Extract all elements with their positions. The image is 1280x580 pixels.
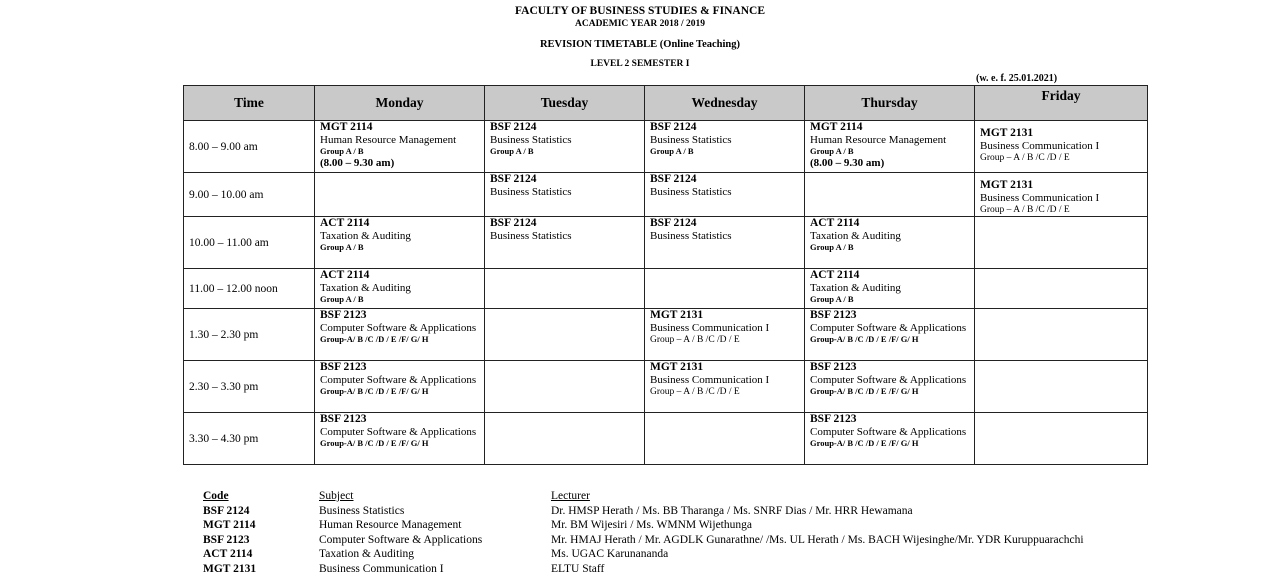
course-group: Group – A / B /C /D / E (980, 205, 1070, 215)
course-group: Group-A/ B /C /D / E /F/ G/ H (810, 334, 919, 344)
class-cell-mon (315, 121, 485, 173)
course-code: BSF 2123 (320, 413, 367, 425)
course-code: BSF 2123 (320, 309, 367, 321)
course-subject: Human Resource Management (810, 133, 947, 146)
col-header-wednesday: Wednesday (645, 86, 805, 121)
course-code: ACT 2114 (810, 269, 860, 281)
legend-lecturer: Mr. HMAJ Herath / Mr. AGDLK Gunarathne/ /Ms. UL Herath / Ms. BACH Wijesinghe/Mr. YDR Kuruppuarachchi (551, 533, 1084, 546)
time-slot: 10.00 – 11.00 am (184, 217, 315, 269)
course-code: MGT 2114 (810, 121, 863, 133)
timetable-row (184, 121, 1148, 173)
legend-lecturer: Ms. UGAC Karunananda (551, 548, 669, 561)
course-code: BSF 2123 (810, 413, 857, 425)
timetable-row (184, 173, 1148, 217)
col-header-time: Time (184, 86, 315, 121)
timetable-row (184, 413, 1148, 465)
course-subject: Business Statistics (490, 229, 572, 242)
course-group: Group-A/ B /C /D / E /F/ G/ H (810, 438, 919, 448)
course-time-note: (8.00 – 9.30 am) (810, 157, 885, 169)
course-time-note: (8.00 – 9.30 am) (320, 157, 395, 169)
course-group: Group A / B (320, 294, 364, 304)
legend-subject: Computer Software & Applications (319, 533, 483, 546)
course-subject: Computer Software & Applications (810, 321, 967, 334)
course-code: MGT 2131 (650, 309, 704, 321)
course-subject: Computer Software & Applications (810, 373, 967, 386)
class-cell-thu (805, 269, 975, 309)
col-header-thursday: Thursday (805, 86, 975, 121)
course-subject: Taxation & Auditing (320, 281, 411, 294)
time-slot: 1.30 – 2.30 pm (184, 309, 315, 361)
course-group: Group A / B (810, 242, 854, 252)
course-code: BSF 2123 (810, 361, 857, 373)
course-code: BSF 2123 (810, 309, 857, 321)
course-subject: Business Statistics (490, 185, 572, 198)
course-code: BSF 2124 (650, 121, 697, 133)
class-cell-wed (645, 309, 805, 361)
level-semester: LEVEL 2 SEMESTER I (590, 59, 690, 69)
class-cell-thu (805, 121, 975, 173)
time-slot: 9.00 – 10.00 am (184, 173, 315, 217)
course-subject: Taxation & Auditing (810, 229, 901, 242)
time-slot: 2.30 – 3.30 pm (184, 361, 315, 413)
legend-header-lecturer: Lecturer (551, 490, 590, 502)
course-code: MGT 2131 (980, 179, 1034, 191)
course-subject: Business Communication I (980, 191, 1100, 204)
class-cell-tue (485, 173, 645, 217)
class-cell-mon (315, 173, 485, 217)
effective-date: (w. e. f. 25.01.2021) (976, 73, 1058, 84)
legend-code: BSF 2124 (203, 504, 250, 517)
col-header-friday: Friday (975, 86, 1148, 121)
time-slot: 11.00 – 12.00 noon (184, 269, 315, 309)
class-cell-mon (315, 309, 485, 361)
course-subject: Business Statistics (650, 229, 732, 242)
course-code: ACT 2114 (810, 217, 860, 229)
class-cell-wed (645, 217, 805, 269)
legend-subject: Taxation & Auditing (319, 548, 415, 561)
class-cell-thu (805, 173, 975, 217)
timetable-row (184, 269, 1148, 309)
legend-code: BSF 2123 (203, 533, 250, 546)
course-subject: Computer Software & Applications (320, 321, 477, 334)
course-subject: Business Statistics (650, 133, 732, 146)
class-cell-fri (975, 217, 1148, 269)
course-group: Group A / B (810, 294, 854, 304)
course-subject: Computer Software & Applications (320, 425, 477, 438)
course-group: Group – A / B /C /D / E (980, 153, 1070, 163)
course-subject: Business Communication I (650, 321, 770, 334)
timetable-row (184, 361, 1148, 413)
course-group: Group A / B (810, 146, 854, 156)
timetable-row (184, 217, 1148, 269)
course-subject: Computer Software & Applications (320, 373, 477, 386)
course-group: Group-A/ B /C /D / E /F/ G/ H (320, 334, 429, 344)
faculty-title: FACULTY OF BUSINESS STUDIES & FINANCE (515, 5, 765, 17)
legend-code: ACT 2114 (203, 548, 253, 561)
course-code: BSF 2124 (490, 173, 537, 185)
legend-code: MGT 2114 (203, 519, 256, 532)
legend-lecturer: ELTU Staff (551, 562, 605, 575)
course-subject: Business Communication I (650, 373, 770, 386)
course-code: MGT 2131 (650, 361, 704, 373)
col-header-monday: Monday (315, 86, 485, 121)
course-group: Group A / B (320, 146, 364, 156)
timetable (183, 85, 1148, 465)
legend-header-code: Code (203, 490, 229, 502)
course-subject: Human Resource Management (320, 133, 457, 146)
course-subject: Taxation & Auditing (810, 281, 901, 294)
class-cell-mon (315, 217, 485, 269)
class-cell-fri (975, 309, 1148, 361)
course-code: BSF 2124 (650, 173, 697, 185)
course-code: ACT 2114 (320, 269, 370, 281)
academic-year: ACADEMIC YEAR 2018 / 2019 (574, 19, 705, 29)
course-code: BSF 2124 (490, 121, 537, 133)
class-cell-tue (485, 217, 645, 269)
col-header-tuesday: Tuesday (485, 86, 645, 121)
legend-code: MGT 2131 (203, 562, 257, 575)
class-cell-thu (805, 309, 975, 361)
course-group: Group A / B (320, 242, 364, 252)
course-code: ACT 2114 (320, 217, 370, 229)
legend-subject: Business Communication I (319, 562, 444, 575)
course-code: BSF 2123 (320, 361, 367, 373)
class-cell-tue (485, 269, 645, 309)
timetable-row (184, 309, 1148, 361)
class-cell-thu (805, 413, 975, 465)
class-cell-fri (975, 413, 1148, 465)
class-cell-thu (805, 361, 975, 413)
time-slot: 8.00 – 9.00 am (184, 121, 315, 173)
timetable-title: REVISION TIMETABLE (Online Teaching) (539, 39, 741, 50)
class-cell-mon (315, 269, 485, 309)
class-cell-tue (485, 309, 645, 361)
class-cell-wed (645, 269, 805, 309)
class-cell-tue (485, 361, 645, 413)
course-subject: Business Statistics (650, 185, 732, 198)
course-subject: Taxation & Auditing (320, 229, 411, 242)
class-cell-wed (645, 413, 805, 465)
class-cell-thu (805, 217, 975, 269)
course-group: Group-A/ B /C /D / E /F/ G/ H (320, 386, 429, 396)
course-group: Group-A/ B /C /D / E /F/ G/ H (320, 438, 429, 448)
class-cell-tue (485, 121, 645, 173)
course-code: MGT 2131 (980, 127, 1034, 139)
course-code: BSF 2124 (490, 217, 537, 229)
legend-lecturer: Dr. HMSP Herath / Ms. BB Tharanga / Ms. SNRF Dias / Mr. HRR Hewamana (551, 504, 913, 517)
class-cell-wed (645, 361, 805, 413)
class-cell-fri (975, 173, 1148, 217)
legend-lecturer: Mr. BM Wijesiri / Ms. WMNM Wijethunga (551, 519, 752, 532)
legend-subject: Human Resource Management (319, 519, 462, 532)
class-cell-wed (645, 173, 805, 217)
course-subject: Business Communication I (980, 139, 1100, 152)
course-code: BSF 2124 (650, 217, 697, 229)
course-code: MGT 2114 (320, 121, 373, 133)
course-subject: Computer Software & Applications (810, 425, 967, 438)
timetable-header-row (184, 86, 1148, 121)
time-slot: 3.30 – 4.30 pm (184, 413, 315, 465)
class-cell-wed (645, 121, 805, 173)
course-group: Group – A / B /C /D / E (650, 387, 740, 397)
timetable-body (184, 121, 1148, 465)
class-cell-fri (975, 361, 1148, 413)
class-cell-tue (485, 413, 645, 465)
class-cell-mon (315, 413, 485, 465)
class-cell-fri (975, 121, 1148, 173)
course-group: Group A / B (650, 146, 694, 156)
course-group: Group – A / B /C /D / E (650, 335, 740, 345)
course-group: Group-A/ B /C /D / E /F/ G/ H (810, 386, 919, 396)
course-subject: Business Statistics (490, 133, 572, 146)
class-cell-mon (315, 361, 485, 413)
legend-subject: Business Statistics (319, 504, 405, 517)
course-group: Group A / B (490, 146, 534, 156)
legend-header-subject: Subject (319, 490, 354, 502)
class-cell-fri (975, 269, 1148, 309)
